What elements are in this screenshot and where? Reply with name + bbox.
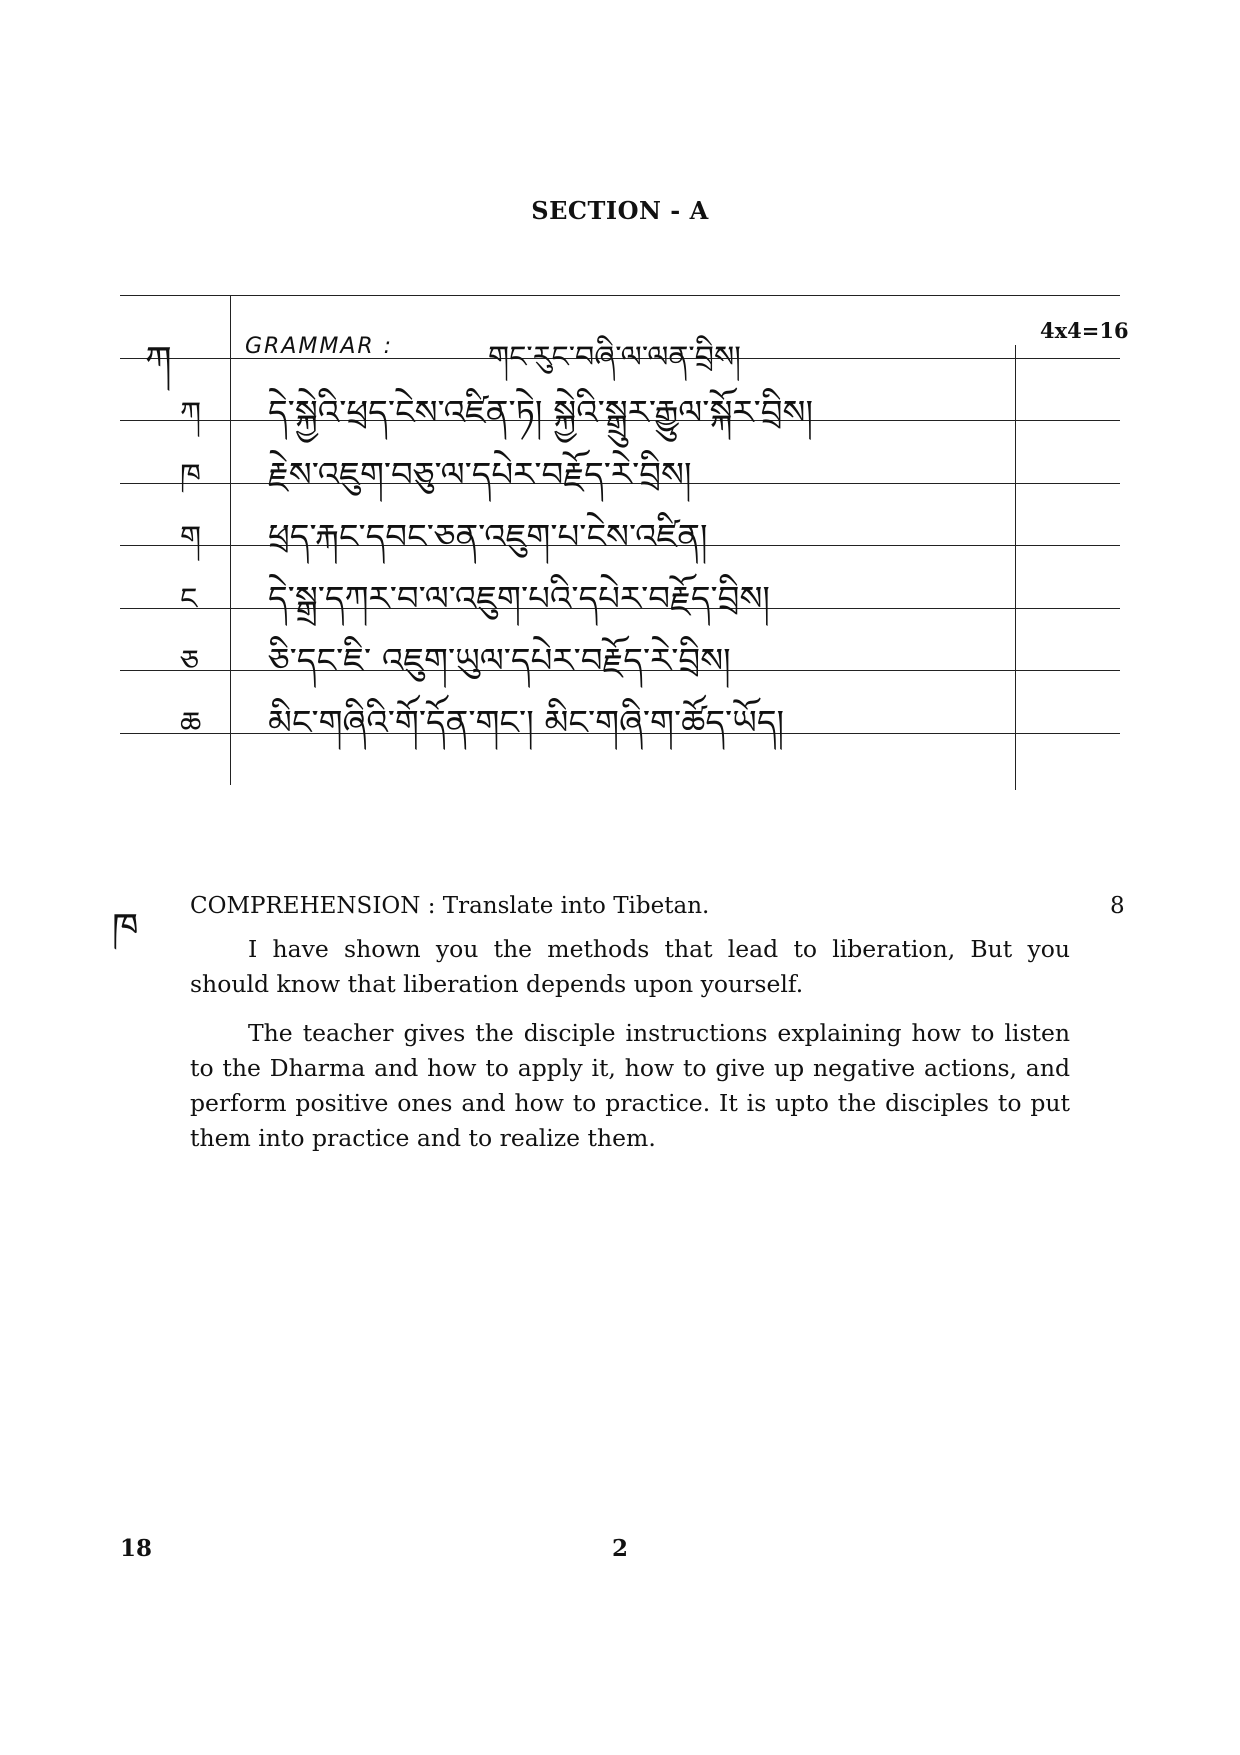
- table-right-rule: [1015, 345, 1016, 790]
- item-number: ང: [180, 582, 198, 617]
- grammar-item-text: ཅི་དང་ཇི་ འཇུག་ཡུལ་དཔེར་བརྗོད་རེ་བྲིས།: [268, 641, 731, 681]
- item-number: ཀ: [180, 396, 202, 431]
- comprehension-question-label: ཁ: [112, 905, 139, 949]
- grammar-item-text: རྗེས་འཇུག་བཅུ་ལ་དཔེར་བརྗོད་རེ་བྲིས།: [268, 455, 692, 495]
- grammar-instruction: གང་རུང་བཞི་ལ་ལན་བྲིས།: [488, 340, 741, 375]
- page-code: 18: [120, 1535, 153, 1562]
- page-number: 2: [611, 1535, 628, 1562]
- comprehension-paragraph-1: I have shown you the methods that lead to liberation, But you should know that liberation depends upon yourself.: [190, 935, 1070, 998]
- table-top-rule: [120, 295, 1120, 296]
- item-number: ཁ: [180, 458, 201, 493]
- item-number: ག: [180, 520, 202, 555]
- grammar-item-text: དེ་སྐྱེའི་ཕྲད་ངེས་འཛིན་ཏེ། སྐྱེའི་སྒྲུར་རྒྱུལ་སྐོར་བྲིས།: [268, 393, 814, 433]
- comprehension-marks: 8: [1110, 893, 1125, 919]
- item-number: ཅ: [180, 644, 200, 679]
- grammar-item-text: ཕྲད་རྐང་དབང་ཅན་འཇུག་པ་ངེས་འཛིན།: [268, 517, 708, 557]
- item-number: ཆ: [180, 706, 202, 741]
- comprehension-paragraph-2: The teacher gives the disciple instructions explaining how to listen to the Dharma and how to apply it, how to give up negative actions, and perform positive ones and how to practice. It is upto the disciples to put them into practice and to realize them.: [190, 1019, 1070, 1152]
- section-title: SECTION - A: [531, 196, 709, 225]
- table-left-rule: [230, 295, 231, 785]
- comprehension-heading: COMPREHENSION : Translate into Tibetan.: [190, 893, 710, 919]
- grammar-marks: 4x4=16: [1040, 318, 1129, 343]
- grammar-item-text: དེ་སྒྲ་དཀར་བ་ལ་འཇུག་པའི་དཔེར་བརྗོད་བྲིས།: [268, 579, 770, 619]
- grammar-item-text: མིང་གཞིའི་གོ་དོན་གང་། མིང་གཞི་ག་ཚོད་ཡོད།: [268, 703, 785, 743]
- grammar-label: GRAMMAR :: [245, 334, 394, 359]
- grammar-question-label: ཀ: [145, 338, 172, 382]
